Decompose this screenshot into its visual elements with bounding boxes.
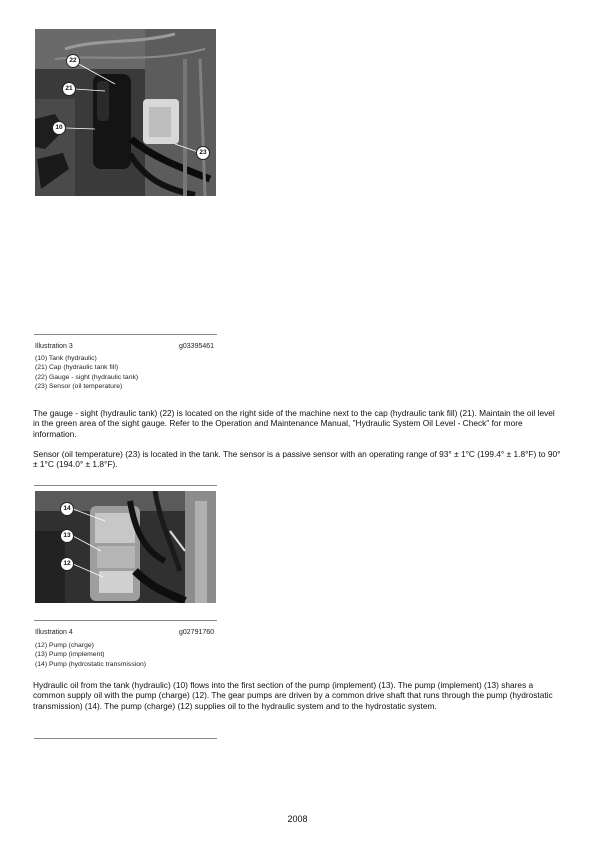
- illustration-4-legend: [35, 641, 146, 669]
- paragraph-sight-gauge: The gauge - sight (hydraulic tank) (22) is located on the right side of the machine next to the cap (hydraulic tank fill) (21). Maintain the oil level in the green area of the sight gauge. Refer to the Operation and Maintenance Manual, "Hydraulic System Oil Level - Check" for more information.: [33, 408, 555, 439]
- illustration-4-photo: [35, 491, 216, 603]
- callout-12: 12: [60, 557, 74, 571]
- illustration-3-code: g03395461: [179, 343, 215, 350]
- caption-divider: [34, 620, 217, 621]
- callout-14: 14: [60, 502, 74, 516]
- callout-23: 23: [196, 146, 210, 160]
- paragraph-oil-sensor: Sensor (oil temperature) (23) is located in the tank. The sensor is a passive sensor with an operating range of 93° ± 1°C (199.4° ± 1.8°F) to 90° ± 1°C (194.0° ± 1.8°F).: [33, 449, 561, 470]
- callout-10: 10: [52, 121, 66, 135]
- legend-item: (13) Pump (implement): [35, 651, 105, 659]
- illustration-3-photo: [35, 29, 216, 196]
- section-end-divider: [34, 738, 217, 739]
- legend-item: (23) Sensor (oil temperature): [35, 383, 123, 391]
- callout-22: 22: [66, 54, 80, 68]
- illustration-3-title: Illustration 3: [35, 343, 73, 350]
- illustration-3-graphic: [35, 29, 216, 196]
- illustration-4-code: g02791760: [179, 629, 215, 636]
- illustration-3-legend: [35, 354, 138, 392]
- illustration-4-title: Illustration 4: [35, 629, 73, 636]
- legend-item: (10) Tank (hydraulic): [35, 355, 97, 362]
- legend-item: (14) Pump (hydrostatic transmission): [35, 660, 147, 668]
- callout-21: 21: [62, 82, 76, 96]
- legend-item: (22) Gauge - sight (hydraulic tank): [35, 373, 139, 381]
- page-number: 2008: [287, 814, 308, 824]
- figure-divider: [34, 485, 217, 486]
- caption-divider: [34, 334, 217, 335]
- legend-item: (21) Cap (hydraulic tank fill): [35, 364, 119, 372]
- callout-13: 13: [60, 529, 74, 543]
- legend-item: (12) Pump (charge): [35, 642, 94, 649]
- paragraph-pump-flow: Hydraulic oil from the tank (hydraulic) (10) flows into the first section of the pump (implement) (13). The pump (implement) (13) shares a common supply oil with the pump (charge) (12). The gear pumps are driven by a common drive shaft that runs through the pump (hydrostatic transmission) (14). The pump (charge) (12) supplies oil to the hydraulic system and to the hydrostatic system.: [33, 680, 553, 711]
